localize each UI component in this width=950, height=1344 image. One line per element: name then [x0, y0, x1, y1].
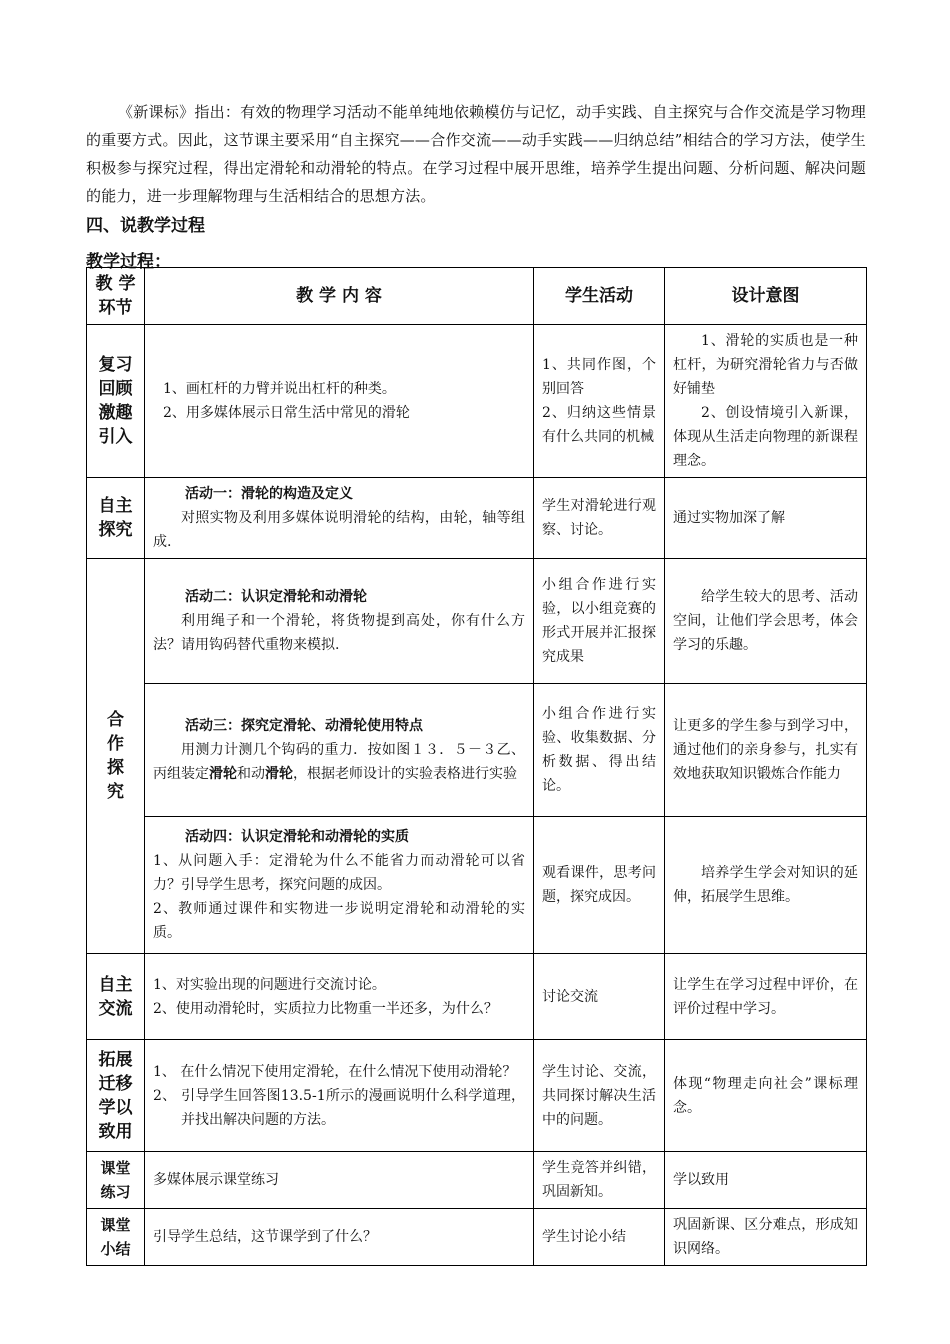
intent-cell: 培养学生学会对知识的延伸，拓展学生思维。 [665, 817, 867, 954]
student-cell: 学生讨论、交流，共同探讨解决生活中的问题。 [534, 1040, 665, 1152]
table-row [87, 954, 867, 1040]
table-row [87, 325, 867, 478]
content-cell: 引导学生总结，这节课学到了什么？ [145, 1209, 534, 1266]
student-cell: 小组合作进行实验，以小组竞赛的形式开展并汇报探究成果 [534, 559, 665, 684]
stage-cell: 自主 交流 [87, 954, 145, 1040]
table-header-row [87, 268, 867, 325]
table-row [87, 1040, 867, 1152]
header-student: 学生活动 [534, 268, 665, 325]
teaching-process-table [86, 267, 867, 1266]
content-cell: 活动一：滑轮的构造及定义 对照实物及利用多媒体说明滑轮的结构，由轮，轴等组成. [145, 478, 534, 559]
student-cell: 学生讨论小结 [534, 1209, 665, 1266]
activity-title: 活动三：探究定滑轮、动滑轮使用特点 [185, 718, 423, 734]
stage-cell: 自主 探究 [87, 478, 145, 559]
intent-cell: 体现“物理走向社会”课标理念。 [665, 1040, 867, 1152]
sub-heading: 教学过程： [86, 252, 171, 272]
intent-cell: 1、滑轮的实质也是一种杠杆，为研究滑轮省力与否做好铺垫 2、创设情境引入新课，体现从生活走向物理的新课程理念。 [665, 325, 867, 478]
intent-cell: 通过实物加深了解 [665, 478, 867, 559]
header-intent: 设计意图 [665, 268, 867, 325]
student-cell: 观看课件，思考问题，探究成因。 [534, 817, 665, 954]
content-cell: 多媒体展示课堂练习 [145, 1152, 534, 1209]
content-cell: 1、 在什么情况下使用定滑轮，在什么情况下使用动滑轮？ 2、 引导学生回答图13.5-1所示的漫画说明什么科学道理，并找出解决问题的方法。 [145, 1040, 534, 1152]
table-row [87, 559, 867, 684]
intent-cell: 给学生较大的思考、活动空间，让他们学会思考，体会学习的乐趣。 [665, 559, 867, 684]
table-row [87, 684, 867, 817]
content-cell: 1、画杠杆的力臂并说出杠杆的种类。 2、用多媒体展示日常生活中常见的滑轮 [145, 325, 534, 478]
intro-paragraph: 《新课标》指出：有效的物理学习活动不能单纯地依赖模仿与记忆，动手实践、自主探究与合作交流是学习物理的重要方式。因此，这节课主要采用“自主探究——合作交流——动手实践——归纳总结”相结合的学习方法，使学生积极参与探究过程，得出定滑轮和动滑轮的特点。在学习过程中展开思维，培养学生提出问题、分析问题、解决问题的能力，进一步理解物理与生活相结合的思想方法。 [86, 103, 866, 205]
student-cell: 1、共同作图，个别回答 2、归纳这些情景有什么共同的机械 [534, 325, 665, 478]
activity-title: 活动二：认识定滑轮和动滑轮 [185, 589, 367, 605]
table-row [87, 1209, 867, 1266]
intent-cell: 让学生在学习过程中评价，在评价过程中学习。 [665, 954, 867, 1040]
table-row [87, 1152, 867, 1209]
header-stage: 教 学 环节 [87, 268, 145, 325]
activity-title: 活动一：滑轮的构造及定义 [185, 486, 353, 502]
activity-title: 活动四：认识定滑轮和动滑轮的实质 [185, 829, 409, 845]
stage-cell: 复习 回顾 激趣 引入 [87, 325, 145, 478]
table-row [87, 478, 867, 559]
student-cell: 小组合作进行实验、收集数据、分析数据、得出结论。 [534, 684, 665, 817]
student-cell: 讨论交流 [534, 954, 665, 1040]
content-cell: 活动二：认识定滑轮和动滑轮 利用绳子和一个滑轮，将货物提到高处，你有什么方法？请用钩码替代重物来模拟. [145, 559, 534, 684]
table-row [87, 817, 867, 954]
intent-cell: 学以致用 [665, 1152, 867, 1209]
document-page [86, 98, 866, 276]
stage-cell: 课堂 小结 [87, 1209, 145, 1266]
content-cell: 1、对实验出现的问题进行交流讨论。 2、使用动滑轮时，实质拉力比物重一半还多，为什么？ [145, 954, 534, 1040]
content-cell: 活动三：探究定滑轮、动滑轮使用特点 用测力计测几个钩码的重力．按如图１３．５－３乙、丙组装定滑轮和动滑轮，根据老师设计的实验表格进行实验 [145, 684, 534, 817]
student-cell: 学生对滑轮进行观察、讨论。 [534, 478, 665, 559]
intent-cell: 让更多的学生参与到学习中，通过他们的亲身参与，扎实有效地获取知识锻炼合作能力 [665, 684, 867, 817]
student-cell: 学生竞答并纠错，巩固新知。 [534, 1152, 665, 1209]
intent-cell: 巩固新课、区分难点，形成知识网络。 [665, 1209, 867, 1266]
header-content: 教 学 内 容 [145, 268, 534, 325]
content-cell: 活动四：认识定滑轮和动滑轮的实质 1、从问题入手：定滑轮为什么不能省力而动滑轮可以省力？引导学生思考，探究问题的成因。 2、教师通过课件和实物进一步说明定滑轮和动滑轮的实质。 [145, 817, 534, 954]
stage-cell: 课堂 练习 [87, 1152, 145, 1209]
section-heading: 四、说教学过程 [86, 216, 205, 236]
stage-cell: 拓展 迁移 学以 致用 [87, 1040, 145, 1152]
stage-cell: 合 作 探 究 [87, 559, 145, 954]
